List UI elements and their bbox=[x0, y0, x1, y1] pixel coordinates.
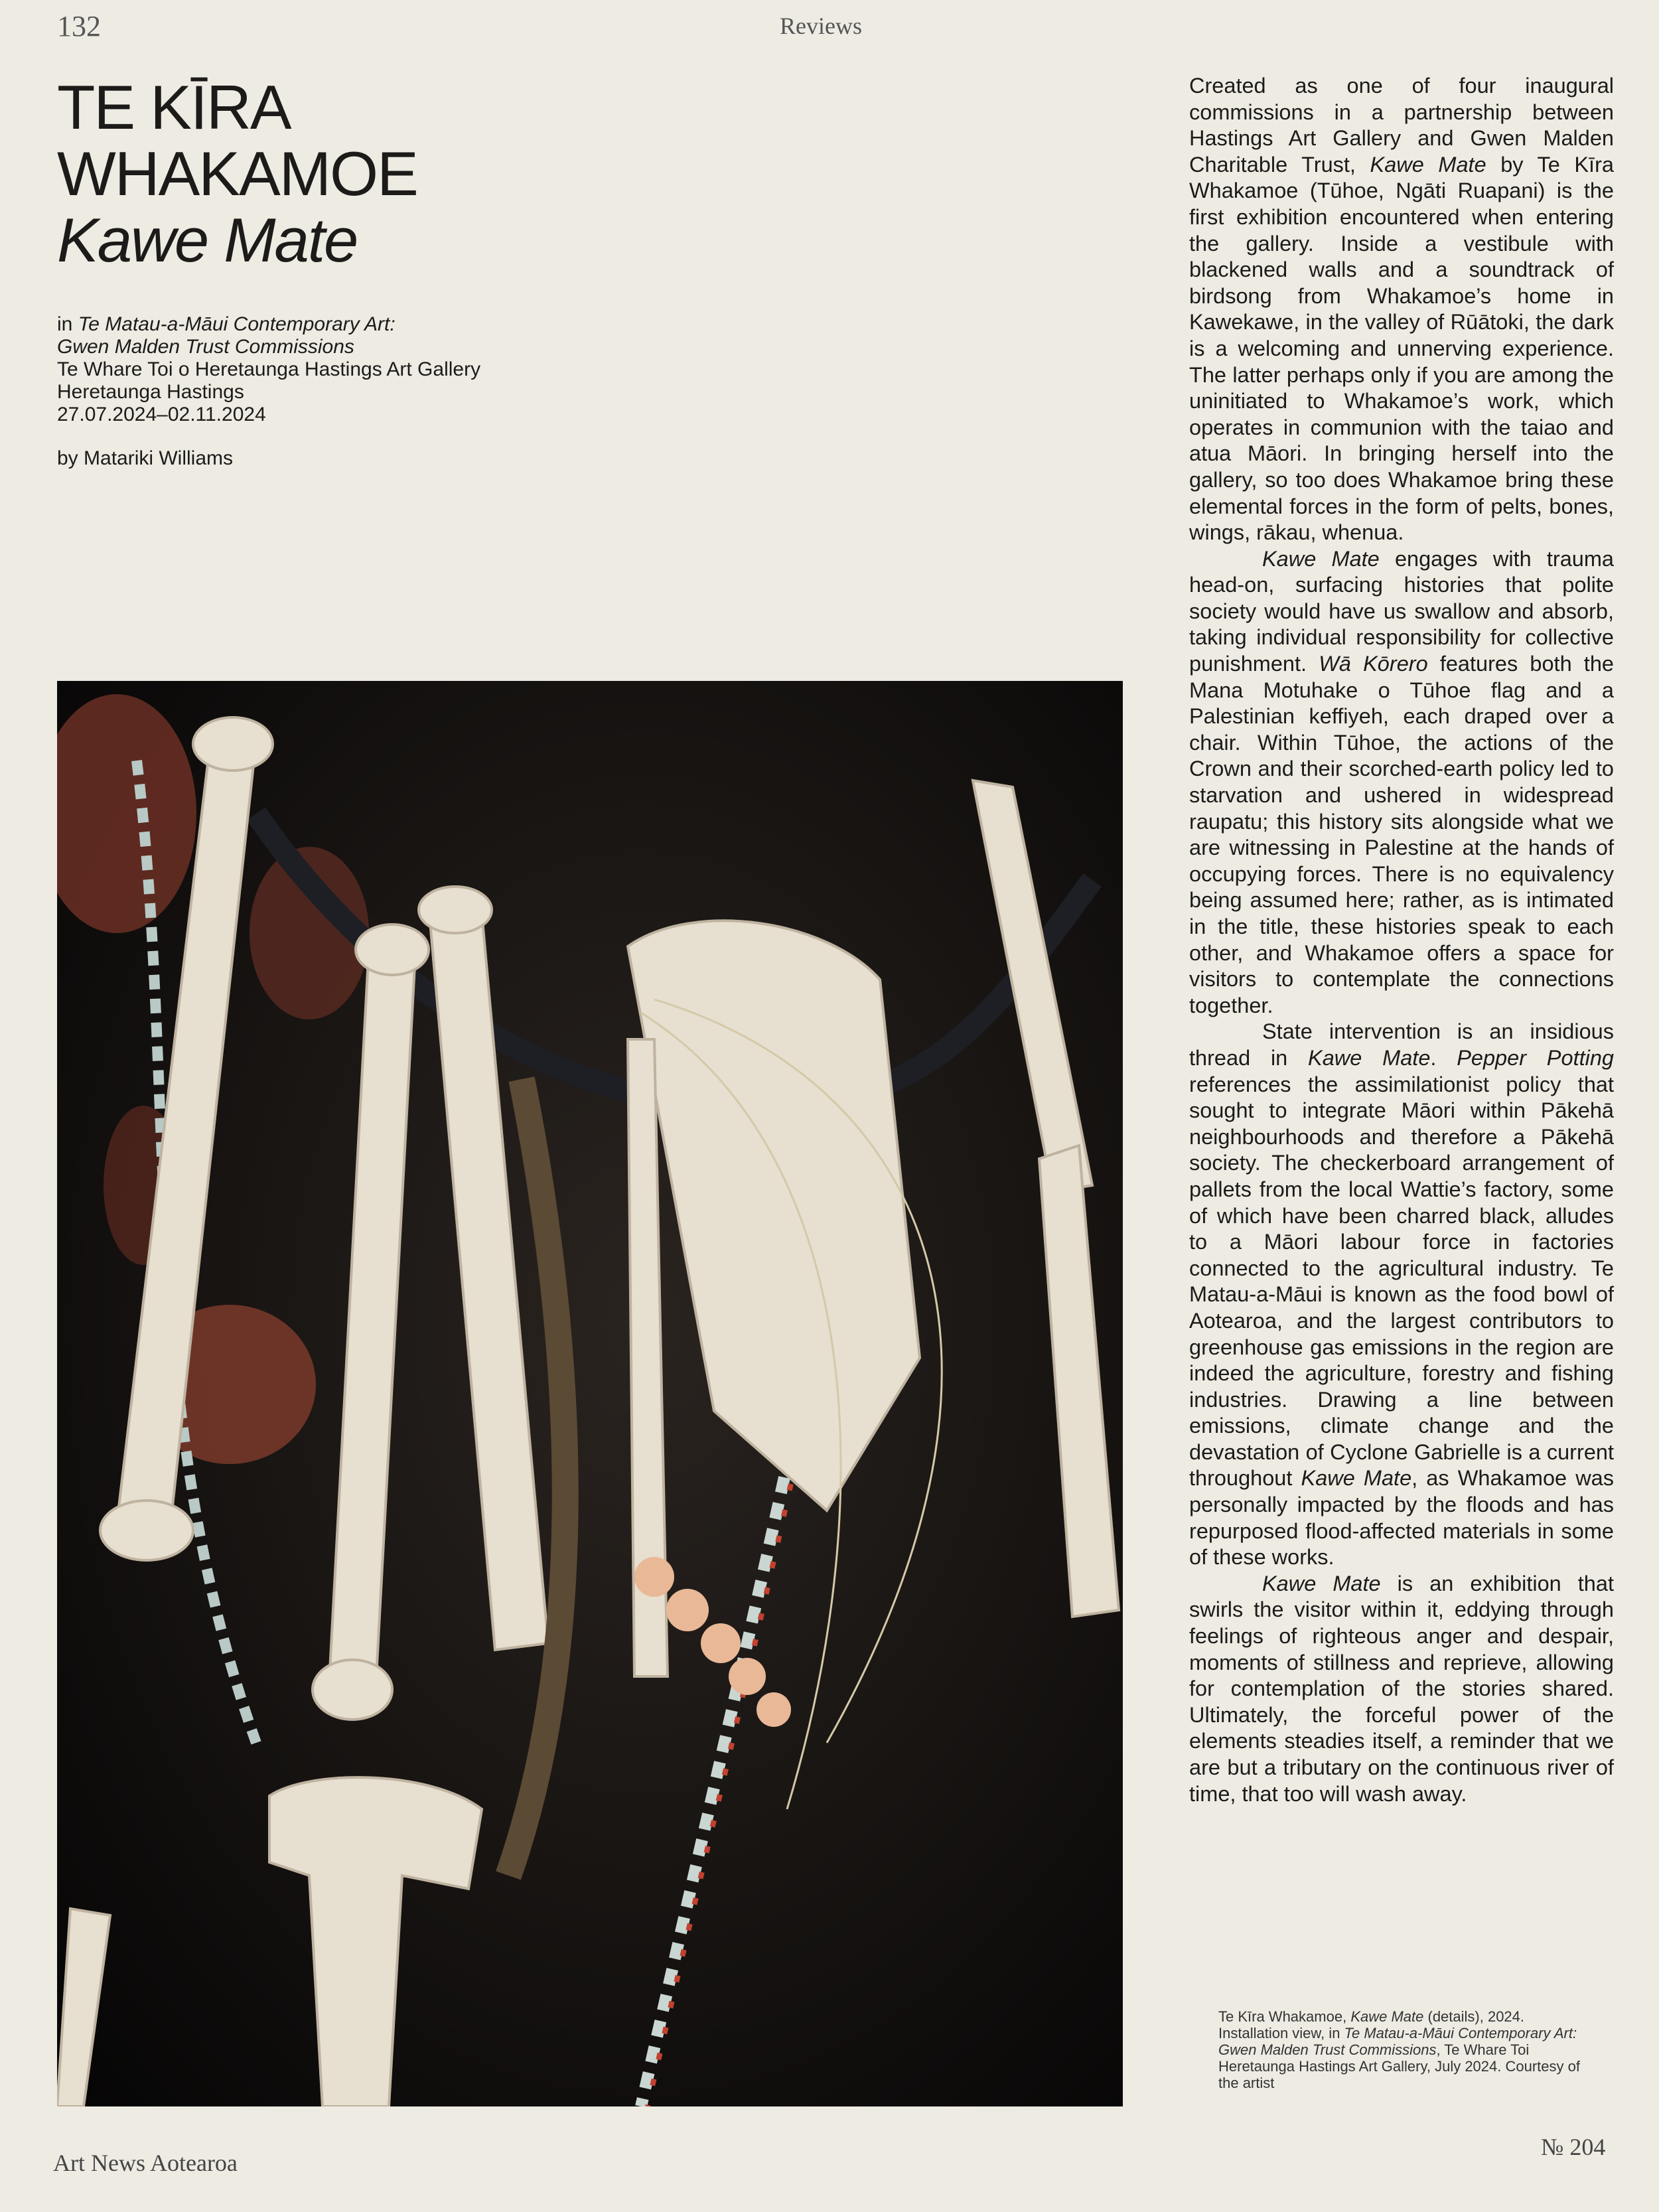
section-title: Reviews bbox=[780, 13, 862, 39]
italic-text-run: Kawe Mate bbox=[1350, 2008, 1424, 2025]
italic-text-run: Te Matau-a-Māui Contemporary Art: Gwen Malden Trust Commissions bbox=[1218, 2025, 1577, 2058]
body-paragraph bbox=[1189, 1571, 1614, 1807]
body-paragraph bbox=[1189, 1019, 1614, 1570]
text-run: Created as one of four inaugural commissions in a partnership between Hastings Art Gallery and Gwen Malden Charitable Trust, bbox=[1189, 74, 1614, 177]
body-paragraph bbox=[1189, 546, 1614, 1019]
text-run: , as Whakamoe was personally impacted by the floods and has repurposed flood-affected materials in some of these works. bbox=[1189, 1466, 1614, 1570]
text-run: features both the Mana Motuhake o Tūhoe flag and a Palestinian keffiyeh, each draped over a chair. Within Tūhoe, the actions of the Crown and their scorched-earth policy led to starvation and ushered in widespread raupatu; this history sits alongside what we are witnessing in Palestine at the hands of occupying forces. There is no equivalency being assumed here; rather, as is intimated in the title, these histories speak to each other, and Whakamoe offers a space for visitors to contemplate the connections together. bbox=[1189, 652, 1614, 1017]
article-body bbox=[1189, 73, 1614, 1807]
text-run: . bbox=[1430, 1045, 1457, 1070]
issue-number: № 204 bbox=[1541, 2134, 1606, 2160]
text-run: (details), 2024. Installation view, in bbox=[1218, 2008, 1525, 2041]
italic-text-run: Pepper Potting bbox=[1457, 1045, 1614, 1070]
italic-text-run: Kawe Mate bbox=[1262, 546, 1380, 571]
text-run: references the assimilationist policy that sought to integrate Māori within Pākehā neighbourhoods and therefore a Pākehā society. The checkerboard arrangement of pallets from the local Wattie’s factory, some of which have been charred black, alludes to a Māori labour force in factories connected to the agricultural industry. Te Matau-a-Māui is known as the food bowl of Aotearoa, and the largest contributors to greenhouse gas emissions in the region are indeed the agriculture, forestry and fishing industries. Drawing a line between emissions, climate change and the devastation of Cyclone Gabrielle is a current throughout bbox=[1189, 1072, 1614, 1491]
italic-text-run: Kawe Mate bbox=[1308, 1045, 1431, 1070]
text-run: engages with trauma head-on, surfacing histories that polite society would have us swallow and absorb, taking individual responsibility for collective punishment. bbox=[1189, 546, 1614, 676]
artist-name-line-2: WHAKAMOE bbox=[57, 139, 417, 208]
publication-name: Art News Aotearoa bbox=[53, 2150, 238, 2176]
text-run: is an exhibition that swirls the visitor within it, eddying through feelings of righteous anger and despair, moments of stillness and reprieve, allowing for contemplation of the stories shared. Ultimately, the forceful power of the elements steadies itself, a reminder that we are but a tributary on the continuous river of time, that too will wash away. bbox=[1189, 1571, 1614, 1806]
exhibition-dates: 27.07.2024–02.11.2024 bbox=[57, 404, 266, 425]
body-paragraph bbox=[1189, 73, 1614, 546]
exhibition-name bbox=[57, 313, 561, 336]
artist-name-line-1: TE KĪRA bbox=[57, 72, 291, 142]
text-run: Te Kīra Whakamoe, bbox=[1218, 2008, 1351, 2025]
text-run: State intervention is an insidious thread in bbox=[1189, 1019, 1614, 1070]
text-run: by Te Kīra Whakamoe (Tūhoe, Ngāti Ruapani) is the first exhibition encountered when entering the gallery. Inside a vestibule with blackened walls and a soundtrack of birdsong from Whakamoe’s home in Kawekawe, in the valley of Rūātoki, the dark is a welcoming and unnerving experience. The latter perhaps only if you are among the uninitiated to Whakamoe’s work, which operates in communion with the taiao and atua Māori. In bringing herself into the gallery, so too does Whakamoe bring these elemental forces in the form of pelts, bones, wings, rākau, whenua. bbox=[1189, 152, 1614, 545]
in-prefix: in bbox=[57, 313, 78, 335]
byline: by Matariki Williams bbox=[57, 447, 234, 469]
photo-caption bbox=[1218, 2008, 1590, 2091]
page-number: 132 bbox=[57, 10, 101, 42]
venue-line-1: Te Whare Toi o Heretaunga Hastings Art Gallery bbox=[57, 358, 481, 380]
italic-text-run: Kawe Mate bbox=[1301, 1466, 1412, 1491]
venue-line-2: Heretaunga Hastings bbox=[57, 381, 244, 403]
exhibition-name-line-2: Gwen Malden Trust Commissions bbox=[57, 336, 354, 358]
exhibition-title: Kawe Mate bbox=[57, 205, 358, 275]
text-run: , Te Whare Toi Heretaunga Hastings Art Gallery, July 2024. Courtesy of the artist bbox=[1218, 2041, 1580, 2091]
article-title bbox=[57, 74, 535, 273]
italic-text-run: Kawe Mate bbox=[1262, 1571, 1381, 1595]
artwork-photo bbox=[57, 681, 1123, 2106]
italic-text-run: Kawe Mate bbox=[1370, 152, 1486, 177]
bones-installation-image bbox=[57, 681, 1123, 2106]
italic-text-run: Wā Kōrero bbox=[1319, 652, 1428, 676]
exhibition-name-line-1: Te Matau-a-Māui Contemporary Art: bbox=[78, 313, 396, 335]
exhibition-details bbox=[57, 313, 561, 426]
